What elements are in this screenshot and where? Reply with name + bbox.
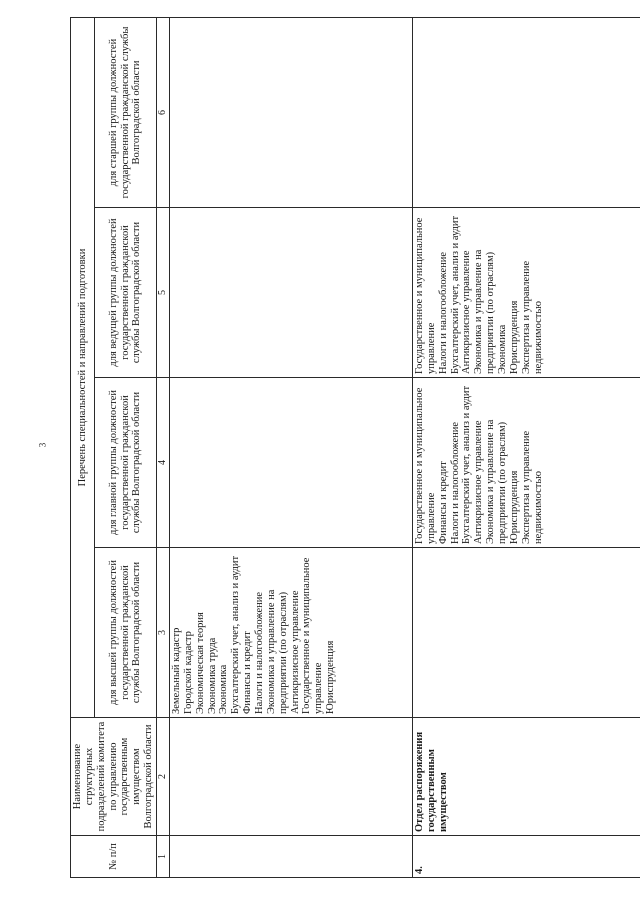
row-name — [170, 718, 413, 836]
header-group-higher: для высшей группы должностей государственной гражданской службы Волгоградской области — [94, 548, 156, 718]
specialty-item: Бухгалтерский учет, анализ и аудит — [461, 385, 473, 544]
document-table-rotated — [70, 18, 610, 878]
specialty-item: Экономика — [497, 324, 509, 374]
specialty-item: Городской кадастр — [182, 631, 194, 714]
specialty-item: Бухгалтерский учет, анализ и аудит — [230, 555, 242, 714]
header-group-main: для главной группы должностей государственной гражданской службы Волгоградской области — [94, 378, 156, 548]
column-number: 4 — [157, 378, 170, 548]
row-num: 4. — [413, 836, 640, 878]
specialty-item: Налоги и налогообложение — [254, 591, 266, 714]
row-col4 — [413, 378, 640, 548]
specialty-item: Налоги и налогообложение — [449, 421, 461, 544]
header-group-leading: для ведущей группы должностей государственной гражданской службы Волгоградской области — [94, 208, 156, 378]
specialty-item: Бухгалтерский учет, анализ и аудит — [449, 215, 461, 374]
column-number: 6 — [157, 17, 170, 207]
row-num — [170, 836, 413, 878]
row-col3 — [413, 548, 640, 718]
specialty-item: Земельный кадастр — [171, 627, 183, 714]
specialty-item: Государственное и муниципальное управление — [414, 387, 437, 544]
row-col5 — [413, 208, 640, 378]
specialty-item: Юриспруденция — [325, 640, 337, 714]
row-name: Отдел распоряжения государственным имуществом — [413, 718, 640, 836]
row-col5 — [170, 208, 413, 378]
specialty-item: Экономическая теория — [194, 612, 206, 714]
specialty-item: Юриспруденция — [508, 300, 520, 374]
page-number: 3 — [37, 442, 48, 448]
table-row — [413, 17, 640, 877]
row-col4 — [170, 378, 413, 548]
specialty-item: Экспертиза и управление недвижимостью — [520, 260, 544, 374]
specialty-item: Экономика и управление на предприятии (по отраслям) — [485, 419, 509, 544]
header-span-title: Перечень специальностей и направлений подготовки — [71, 17, 95, 717]
specialty-item: Экономика и управление на предприятии (по отраслям) — [473, 249, 497, 374]
specialty-item: Экспертиза и управление недвижимостью — [520, 430, 544, 544]
column-number: 2 — [157, 718, 170, 836]
specialty-item: Экономика и управление на предприятии (по отраслям) — [265, 589, 289, 714]
specialty-item: Юриспруденция — [508, 470, 520, 544]
specialty-item: Налоги и налогообложение — [437, 251, 449, 374]
specialty-item: Государственное и муниципальное управление — [414, 217, 437, 374]
header-name: Наименование структурных подразделений комитета по управлению государственным имуществом Волгоградской области — [71, 718, 157, 836]
row-col3 — [170, 548, 413, 718]
table-row — [170, 17, 413, 877]
specialty-item: Финансы и кредит — [242, 631, 254, 714]
specialty-item: Антикризисное управление — [461, 250, 473, 374]
column-number: 5 — [157, 208, 170, 378]
column-number: 1 — [157, 836, 170, 878]
specialty-item: Экономика труда — [206, 637, 218, 714]
row-col6 — [413, 17, 640, 207]
specialty-item: Финансы и кредит — [437, 461, 449, 544]
specialties-table — [70, 17, 640, 878]
specialty-item: Государственное и муниципальное управление — [301, 557, 325, 714]
row-col6 — [170, 17, 413, 207]
header-num: № п/п — [71, 836, 157, 878]
specialty-item: Антикризисное управление — [289, 590, 301, 714]
specialty-item: Антикризисное управление — [473, 420, 485, 544]
specialty-item: Экономика — [218, 664, 230, 714]
column-number: 3 — [157, 548, 170, 718]
header-group-senior: для старшей группы должностей государственной гражданской службы Волгоградской области — [94, 17, 156, 207]
